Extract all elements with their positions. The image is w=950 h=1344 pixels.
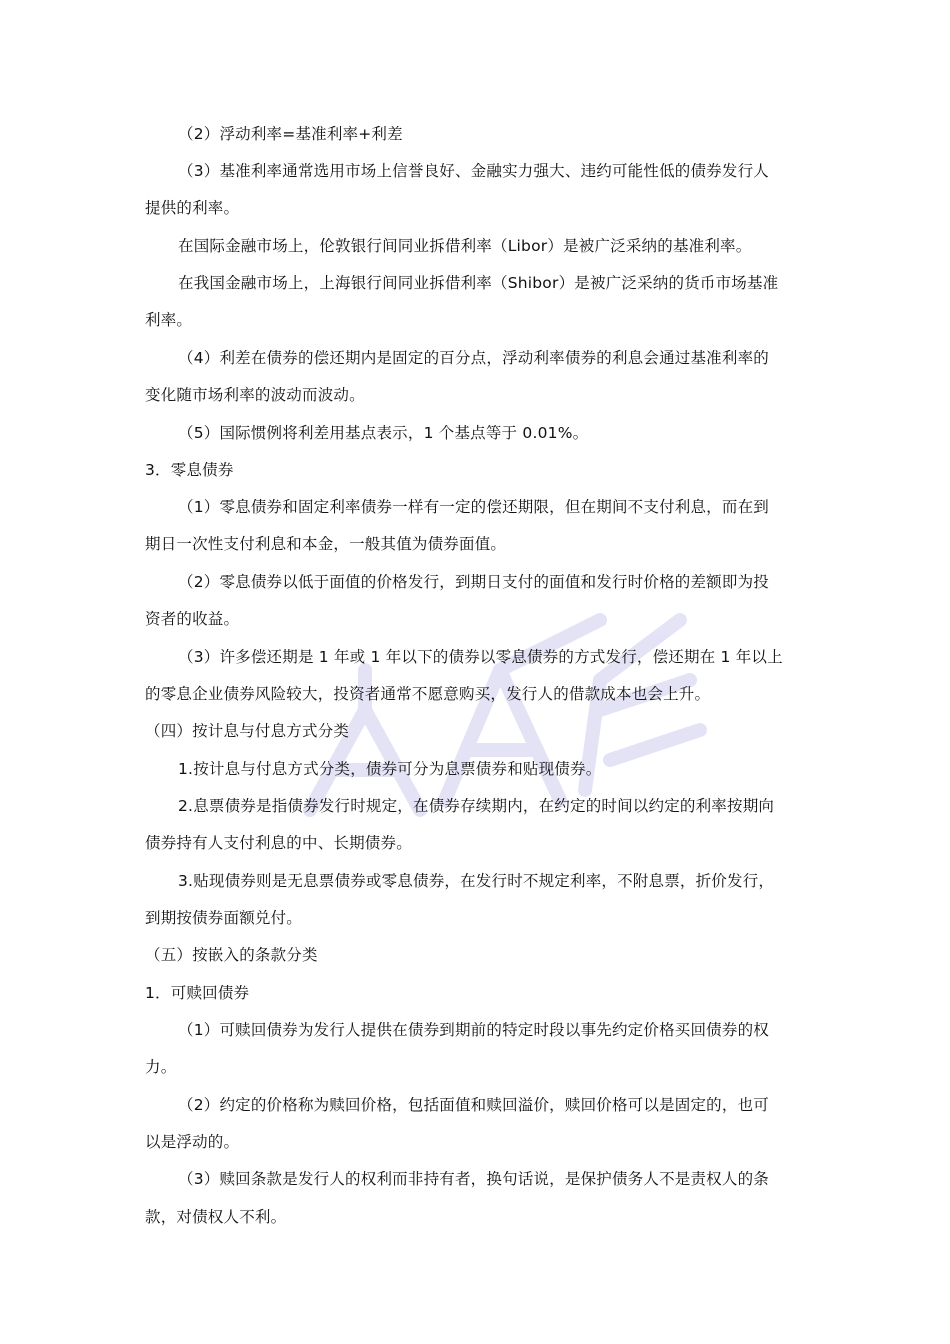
text-line: （1）零息债券和固定利率债券一样有一定的偿还期限，但在期间不支付利息，而在到 <box>178 498 769 516</box>
text-line: 1.按计息与付息方式分类，债券可分为息票债券和贴现债券。 <box>178 760 602 778</box>
text-line: 在国际金融市场上，伦敦银行间同业拆借利率（Libor）是被广泛采纳的基准利率。 <box>178 237 752 255</box>
text-line: 款，对债权人不利。 <box>145 1208 287 1226</box>
section-heading: 1．可赎回债券 <box>145 984 250 1002</box>
text-line: （2）约定的价格称为赎回价格，包括面值和赎回溢价，赎回价格可以是固定的，也可 <box>178 1096 769 1114</box>
text-line: （3）赎回条款是发行人的权利而非持有者，换句话说，是保护债务人不是责权人的条 <box>178 1170 769 1188</box>
text-line: （3）基准利率通常选用市场上信誉良好、金融实力强大、违约可能性低的债券发行人 <box>178 162 769 180</box>
text-line: 到期按债券面额兑付。 <box>145 909 303 927</box>
text-line: （2）浮动利率=基准利率+利差 <box>178 125 403 143</box>
text-line: （4）利差在债券的偿还期内是固定的百分点，浮动利率债券的利息会通过基准利率的 <box>178 349 769 367</box>
text-line: 提供的利率。 <box>145 199 240 217</box>
text-line: （2）零息债券以低于面值的价格发行，到期日支付的面值和发行时价格的差额即为投 <box>178 573 769 591</box>
text-line: 债券持有人支付利息的中、长期债券。 <box>145 834 412 852</box>
text-line: 以是浮动的。 <box>145 1133 240 1151</box>
section-heading: （五）按嵌入的条款分类 <box>145 946 318 964</box>
text-line: 期日一次性支付利息和本金，一般其值为债券面值。 <box>145 535 507 553</box>
text-line: 资者的收益。 <box>145 610 240 628</box>
text-line: 2.息票债券是指债券发行时规定，在债券存续期内，在约定的时间以约定的利率按期向 <box>178 797 775 815</box>
text-line: 力。 <box>145 1058 177 1076</box>
text-line: 在我国金融市场上，上海银行间同业拆借利率（Shibor）是被广泛采纳的货币市场基准 <box>178 274 779 292</box>
text-line: 变化随市场利率的波动而波动。 <box>145 386 365 404</box>
text-line: 利率。 <box>145 311 193 329</box>
text-line: 的零息企业债券风险较大，投资者通常不愿意购买，发行人的借款成本也会上升。 <box>145 685 711 703</box>
text-line: （5）国际惯例将利差用基点表示，1 个基点等于 0.01%。 <box>178 424 589 442</box>
text-line: 3.贴现债券则是无息票债券或零息债券，在发行时不规定利率，不附息票，折价发行， <box>178 872 775 890</box>
section-heading: 3．零息债券 <box>145 461 234 479</box>
text-line: （3）许多偿还期是 1 年或 1 年以下的债券以零息债券的方式发行，偿还期在 1 年以上 <box>178 648 783 666</box>
text-line: （1）可赎回债券为发行人提供在债券到期前的特定时段以事先约定价格买回债券的权 <box>178 1021 769 1039</box>
section-heading: （四）按计息与付息方式分类 <box>145 722 350 740</box>
